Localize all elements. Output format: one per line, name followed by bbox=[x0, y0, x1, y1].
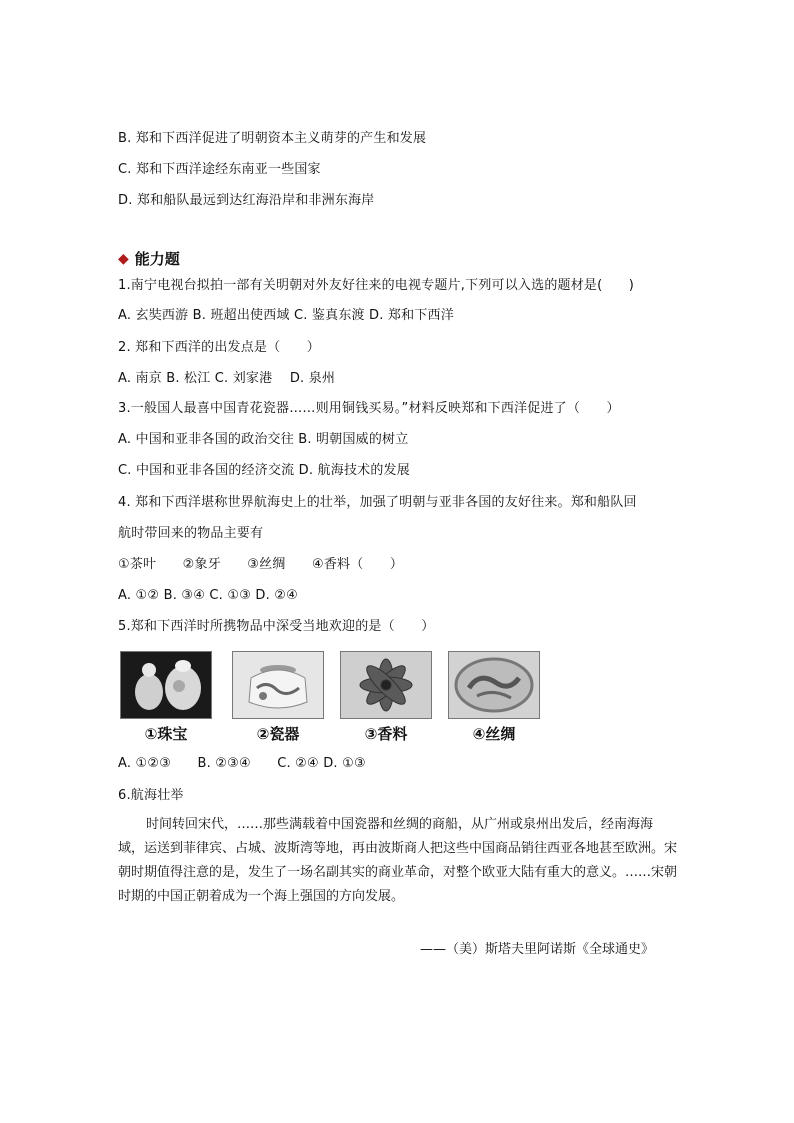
question-4-options: A. ①② B. ③④ C. ①③ D. ②④ bbox=[118, 588, 298, 603]
image-caption: ③香料 bbox=[364, 725, 408, 743]
question-4-line-1: 4. 郑和下西洋堪称世界航海史上的壮举，加强了明朝与亚非各国的友好往来。郑和船队回 bbox=[118, 495, 637, 510]
passage-source: ——（美）斯塔夫里阿诺斯《全球通史》 bbox=[420, 942, 655, 957]
question-5: 5.郑和下西洋时所携物品中深受当地欢迎的是（ ） bbox=[118, 619, 435, 634]
image-caption: ④丝绸 bbox=[472, 725, 516, 743]
image-caption: ①珠宝 bbox=[144, 725, 188, 743]
passage-text: 时间转回宋代，……那些满载着中国瓷器和丝绸的商船，从广州或泉州出发后，经南海海域，运送到菲律宾、占城、波斯湾等地，再由波斯商人把这些中国商品销往西亚各地甚至欧洲。宋朝时期值得注意的是，发生了一场名副其实的商业革命，对整个欧亚大陆有重大的意义。……宋朝时期的中国正朝着成为一个海上强国的方向发展。 bbox=[118, 817, 678, 904]
question-3-options-cd: C. 中国和亚非各国的经济交流 D. 航海技术的发展 bbox=[118, 463, 410, 478]
image-card-spice bbox=[340, 651, 444, 744]
option-d: D. 郑和船队最远到达红海沿岸和非洲东海岸 bbox=[118, 193, 375, 208]
silk-photo bbox=[448, 651, 540, 719]
option-b: B. 郑和下西洋促进了明朝资本主义萌芽的产生和发展 bbox=[118, 131, 427, 146]
section-heading bbox=[118, 248, 180, 269]
option-c: C. 郑和下西洋途经东南亚一些国家 bbox=[118, 162, 321, 177]
image-card-porcelain bbox=[232, 651, 336, 744]
question-4-line-2: 航时带回来的物品主要有 bbox=[118, 526, 264, 541]
question-3: 3.一般国人最喜中国青花瓷器……则用铜钱买易。”材料反映郑和下西洋促进了（ ） bbox=[118, 401, 620, 416]
image-card-silk bbox=[448, 651, 552, 744]
item-images bbox=[120, 651, 556, 744]
image-caption: ②瓷器 bbox=[256, 725, 300, 743]
question-2-options: A. 南京 B. 松江 C. 刘家港 D. 泉州 bbox=[118, 371, 336, 386]
question-5-options: A. ①②③ B. ②③④ C. ②④ D. ①③ bbox=[118, 756, 366, 771]
question-1: 1.南宁电视台拟拍一部有关明朝对外友好往来的电视专题片,下列可以入选的题材是( ) bbox=[118, 278, 635, 293]
image-card-jewelry bbox=[120, 651, 224, 744]
section-title: 能力题 bbox=[134, 250, 180, 268]
question-1-options: A. 玄奘西游 B. 班超出使西域 C. 鉴真东渡 D. 郑和下西洋 bbox=[118, 308, 454, 323]
jewelry-photo bbox=[120, 651, 212, 719]
question-4-items: ①茶叶 ②象牙 ③丝绸 ④香料（ ） bbox=[118, 557, 404, 572]
question-6: 6.航海壮举 bbox=[118, 788, 184, 803]
porcelain-photo bbox=[232, 651, 324, 719]
question-2: 2. 郑和下西洋的出发点是（ ） bbox=[118, 340, 320, 355]
spice-photo bbox=[340, 651, 432, 719]
question-3-options-ab: A. 中国和亚非各国的政治交往 B. 明朝国威的树立 bbox=[118, 432, 409, 447]
diamond-icon: ◆ bbox=[118, 250, 129, 267]
